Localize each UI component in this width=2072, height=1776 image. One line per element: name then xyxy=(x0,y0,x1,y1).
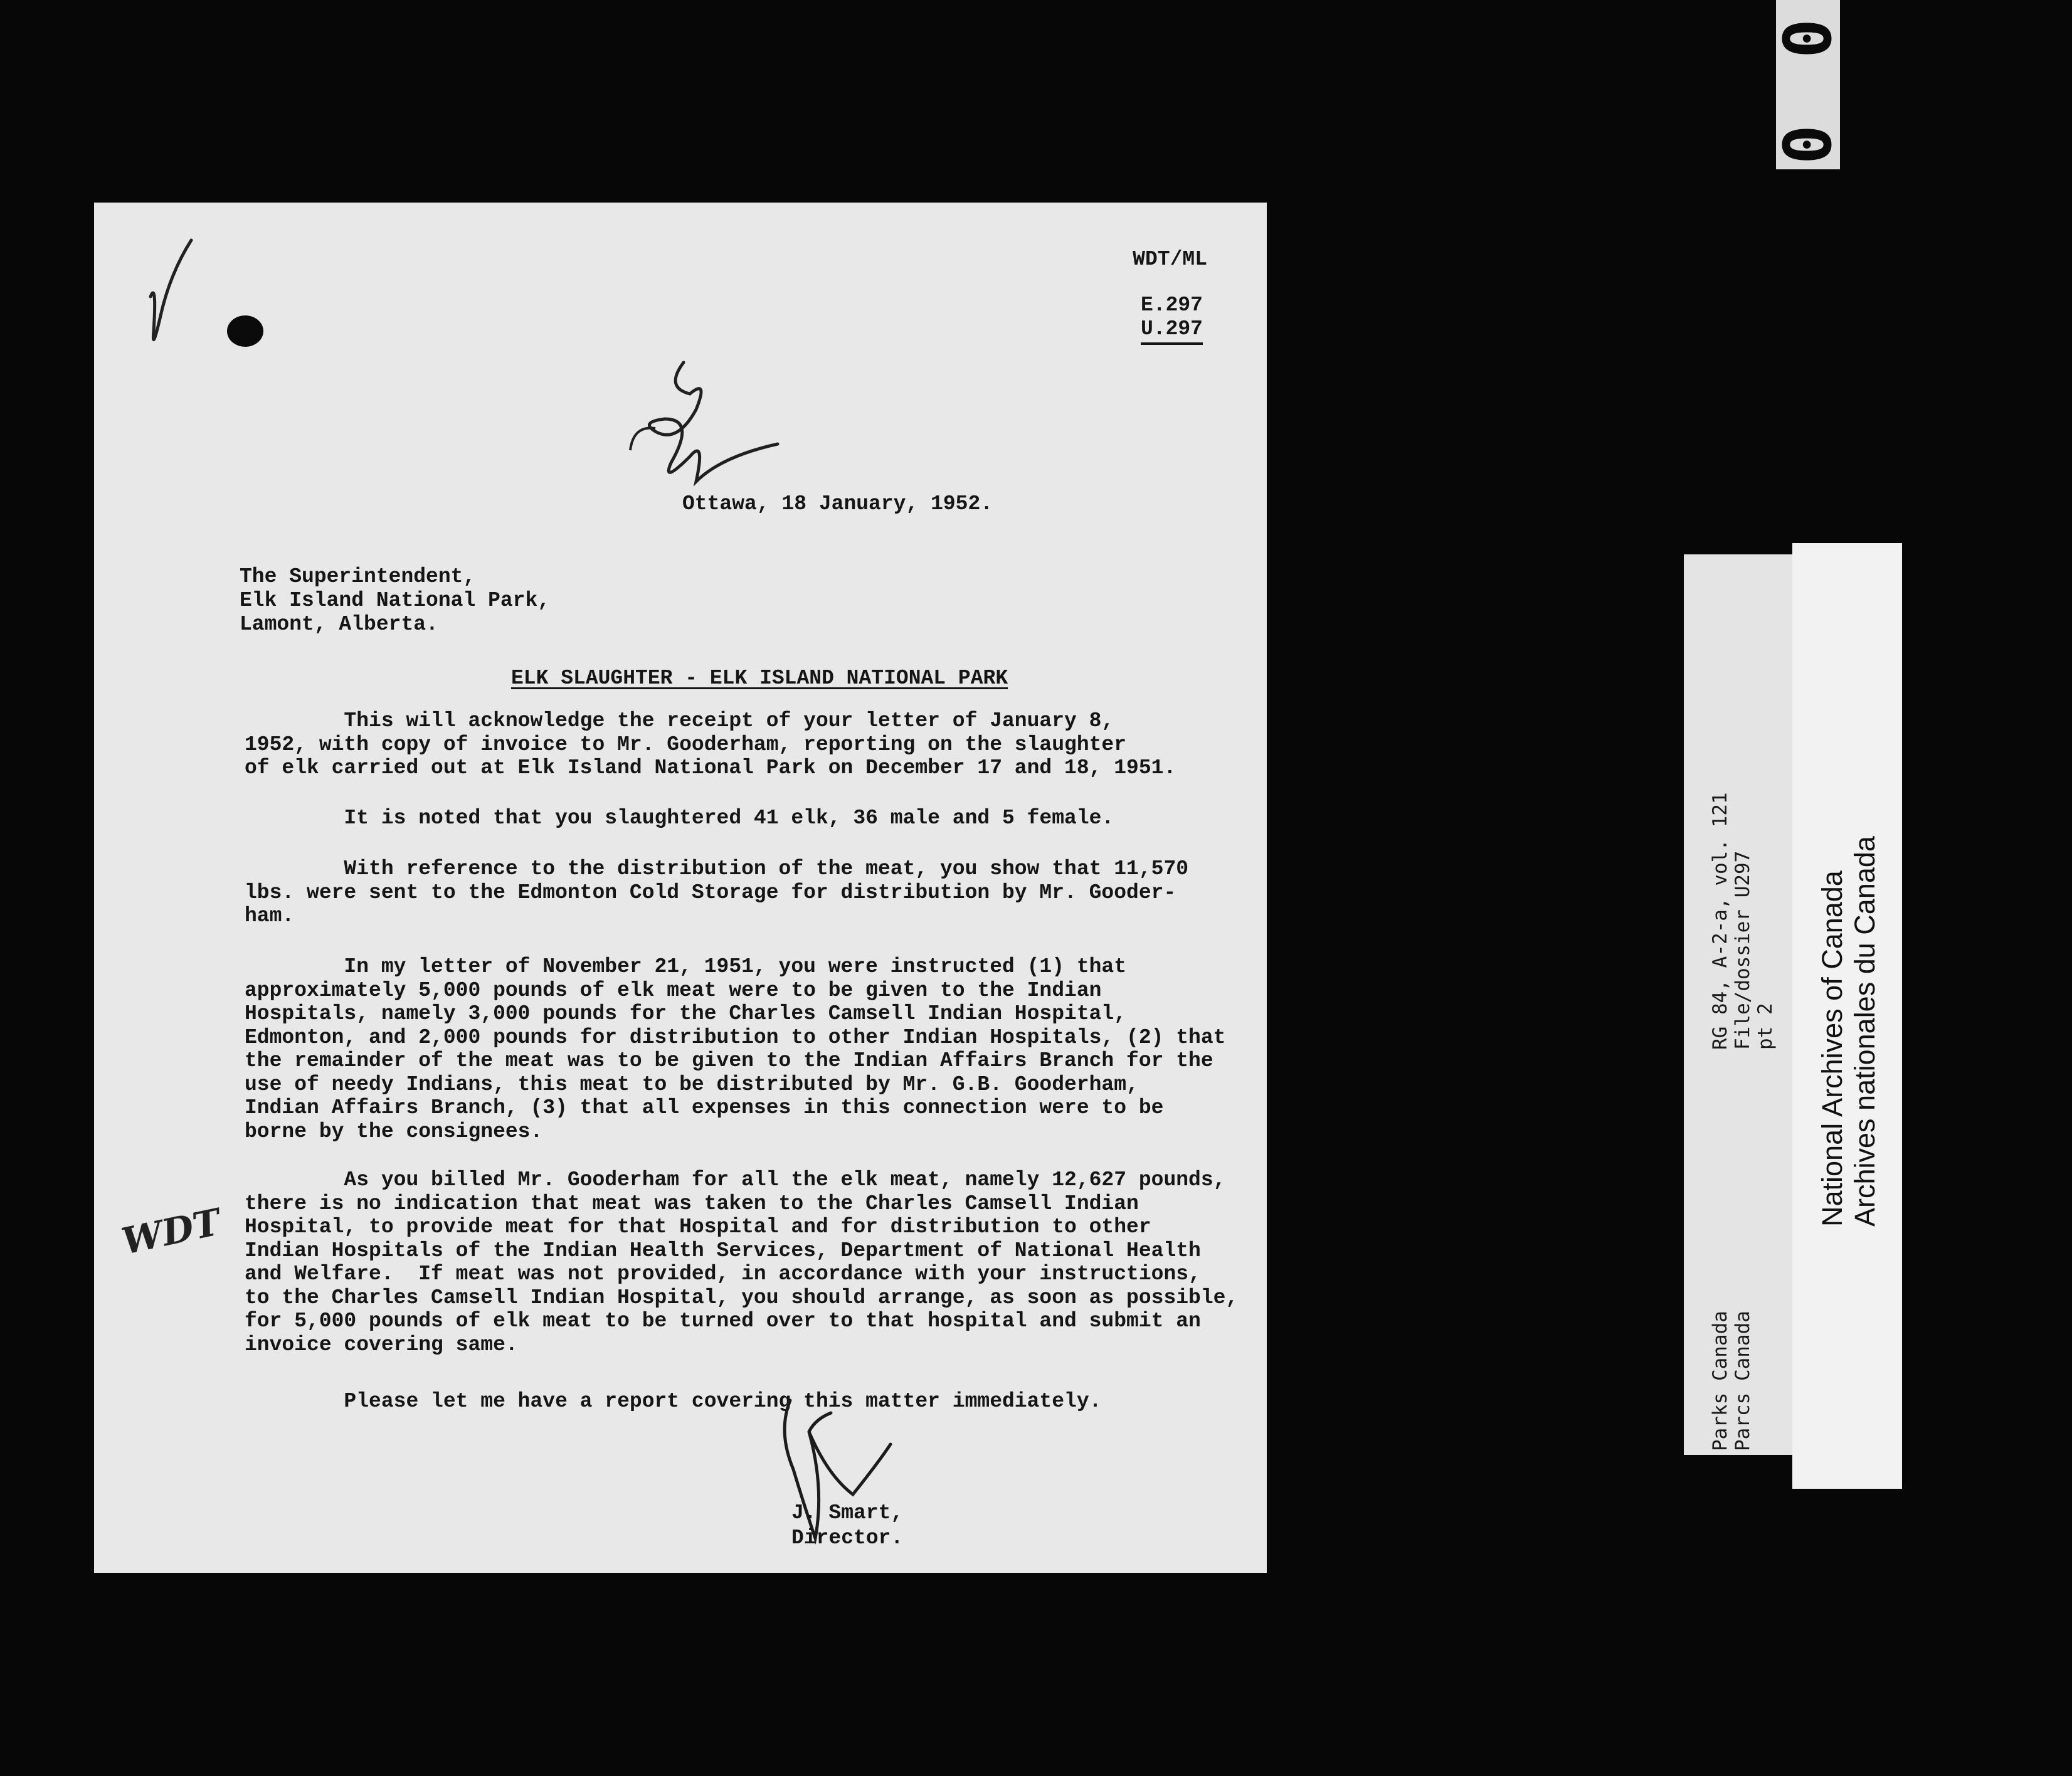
paragraph-line: 1952, with copy of invoice to Mr. Gooderham, reporting on the slaughter xyxy=(245,732,1127,756)
paragraph-line: Edmonton, and 2,000 pounds for distribution to other Indian Hospitals, (2) that xyxy=(245,1025,1226,1049)
reference-initials: WDT/ML xyxy=(1133,248,1207,271)
archive-reference-label xyxy=(1684,554,1797,1455)
body-paragraph xyxy=(245,1168,1239,1356)
file-number-u: U.297 xyxy=(1140,317,1203,341)
margin-note xyxy=(118,1200,225,1275)
dateline: Ottawa, 18 January, 1952. xyxy=(682,492,993,515)
agency-line: Parcs Canada xyxy=(1731,1311,1754,1451)
record-ref-line: File/dossier U297 xyxy=(1731,850,1754,1050)
paragraph-line: Hospitals, namely 3,000 pounds for the Charles Camsell Indian Hospital, xyxy=(245,1002,1127,1025)
file-number-e: E.297 xyxy=(1140,293,1203,317)
recipient-address xyxy=(240,565,550,637)
address-line: Elk Island National Park, xyxy=(240,589,551,612)
body-paragraph xyxy=(245,955,1226,1143)
paragraph-line: Please let me have a report covering this matter immediately. xyxy=(245,1390,1102,1413)
agency-label xyxy=(1709,1311,1754,1451)
paragraph-line: As you billed Mr. Gooderham for all the elk meat, namely 12,627 pounds, xyxy=(245,1168,1226,1192)
paragraph-line: Hospital, to provide meat for that Hospital and for distribution to other xyxy=(245,1215,1151,1239)
initials-scribble xyxy=(596,350,859,513)
frame-number: 0 0 xyxy=(1770,5,1846,164)
institution-line: National Archives of Canada xyxy=(1816,870,1848,1227)
paragraph-line: In my letter of November 21, 1951, you were instructed (1) that xyxy=(245,955,1127,978)
record-ref-line: RG 84, A-2-a, vol. 121 xyxy=(1709,792,1731,1050)
body-paragraph xyxy=(245,857,1223,928)
paragraph-line: It is noted that you slaughtered 41 elk, 36 male and 5 female. xyxy=(245,806,1114,830)
signatory-name: J. Smart, xyxy=(791,1501,904,1525)
paragraph-line: Indian Affairs Branch, (3) that all expenses in this connection were to be xyxy=(245,1096,1164,1119)
paragraph-line: use of needy Indians, this meat to be distributed by Mr. G.B. Gooderham, xyxy=(245,1072,1139,1096)
paragraph-line: approximately 5,000 pounds of elk meat were to be given to the Indian xyxy=(245,978,1102,1002)
signatory-title: Director. xyxy=(791,1526,904,1550)
paragraph-line: Indian Hospitals of the Indian Health Services, Department of National Health xyxy=(245,1239,1201,1262)
paragraph-line: This will acknowledge the receipt of your letter of January 8, xyxy=(245,709,1114,732)
archive-institution-label xyxy=(1792,543,1902,1489)
paragraph-line: for 5,000 pounds of elk meat to be turned over to that hospital and submit an xyxy=(245,1309,1201,1333)
agency-line: Parks Canada xyxy=(1709,1311,1731,1451)
paragraph-line: of elk carried out at Elk Island National Park on December 17 and 18, 1951. xyxy=(245,756,1176,780)
body-paragraph xyxy=(245,806,1223,830)
paragraph-line: ham. xyxy=(245,904,295,928)
subject-line: ELK SLAUGHTER - ELK ISLAND NATIONAL PARK xyxy=(511,667,1008,690)
frame-number-strip xyxy=(1770,0,1846,169)
paragraph-line: invoice covering same. xyxy=(245,1333,518,1356)
institution-name xyxy=(1816,836,1881,1227)
record-reference xyxy=(1709,792,1777,1050)
address-line: The Superintendent, xyxy=(240,565,476,588)
signature-block xyxy=(791,1501,903,1551)
paragraph-line: the remainder of the meat was to be given to the Indian Affairs Branch for the xyxy=(245,1049,1213,1072)
paragraph-line: lbs. were sent to the Edmonton Cold Storage for distribution by Mr. Gooder- xyxy=(245,880,1176,904)
record-ref-line: pt 2 xyxy=(1754,1003,1777,1050)
paragraph-line: and Welfare. If meat was not provided, in accordance with your instructions, xyxy=(245,1262,1201,1286)
body-paragraph xyxy=(245,1390,1223,1414)
file-numbers xyxy=(1141,293,1203,345)
paragraph-line: to the Charles Camsell Indian Hospital, you should arrange, as soon as possible, xyxy=(245,1286,1239,1309)
body-paragraph xyxy=(245,709,1223,780)
paragraph-line: there is no indication that meat was taken to the Charles Camsell Indian xyxy=(245,1192,1139,1215)
margin-note-text: WDT xyxy=(118,1200,225,1263)
paragraph-line: borne by the consignees. xyxy=(245,1119,543,1143)
institution-line: Archives nationales du Canada xyxy=(1849,836,1881,1227)
punch-hole xyxy=(227,315,263,347)
address-line: Lamont, Alberta. xyxy=(240,613,438,636)
letter-page xyxy=(94,203,1267,1573)
check-mark xyxy=(132,237,207,362)
paragraph-line: With reference to the distribution of the meat, you show that 11,570 xyxy=(245,857,1189,880)
